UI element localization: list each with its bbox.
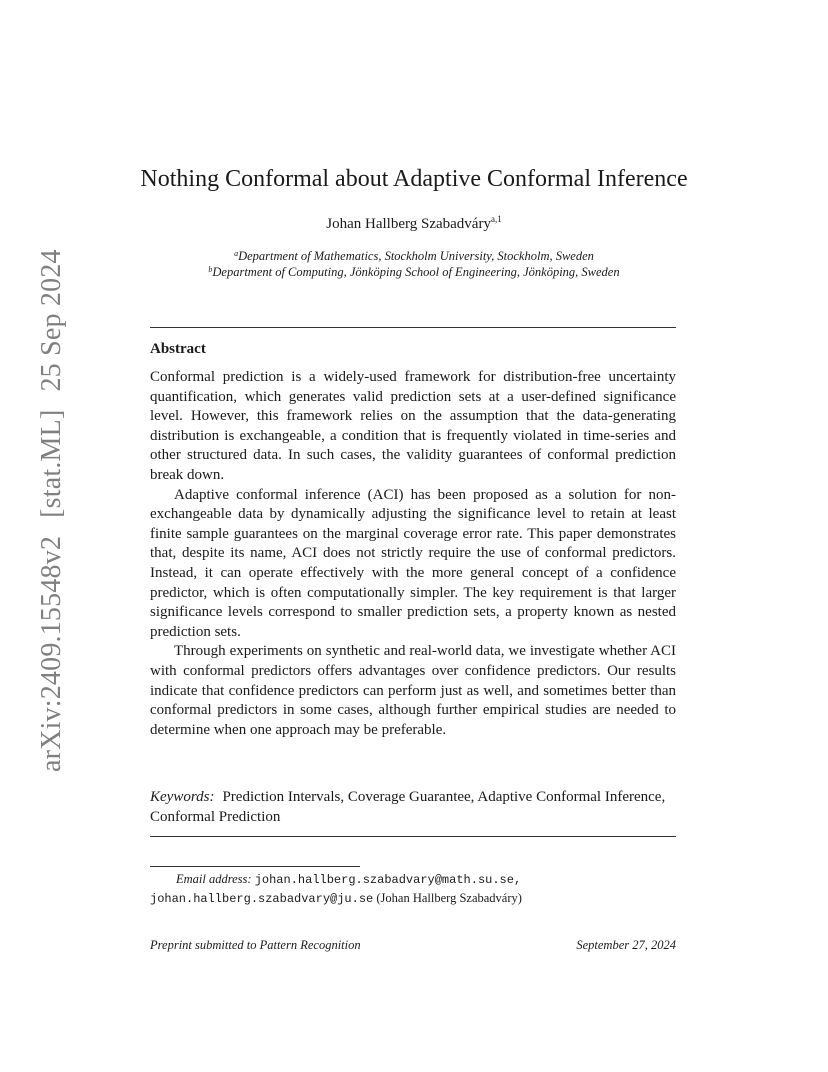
preprint-note: Preprint submitted to Pattern Recognition: [150, 938, 361, 952]
affiliation-a: [0, 249, 828, 264]
email-link-2[interactable]: johan.hallberg.szabadvary@ju.se: [150, 892, 374, 906]
footnote-line-2: [150, 889, 710, 908]
arxiv-category: [stat.ML]: [36, 409, 67, 518]
footnote: [150, 870, 710, 908]
footnote-line-1: [150, 870, 710, 889]
top-rule: [150, 327, 676, 328]
affiliation-a-text: Department of Mathematics, Stockholm University, Stockholm, Sweden: [238, 249, 594, 263]
email-label: Email address:: [176, 872, 252, 886]
keywords: [150, 788, 676, 827]
affiliation-b: [0, 265, 828, 280]
arxiv-id: arXiv:2409.15548v2: [36, 535, 67, 772]
abstract-paragraph-2: Adaptive conformal inference (ACI) has been proposed as a solution for non-exchangeable data by dynamically adjusting the significance level to retain at least finite sample guarantees on the marginal coverage error rate. This paper demonstrates that, despite its name, ACI does not strictly require the use of conformal predictors. Instead, it can operate effectively with the more general concept of a confidence predictor, which is often computationally simpler. The key requirement is that larger significance levels correspond to smaller prediction sets, a property known as nested prediction sets.: [150, 486, 676, 640]
abstract-heading: Abstract: [150, 341, 206, 357]
abstract-paragraph-3: Through experiments on synthetic and real-world data, we investigate whether ACI with conformal predictors offers advantages over confidence predictors. Our results indicate that confidence predictors can perform just as well, and sometimes better than conformal predictors in some cases, although further empirical studies are needed to determine when one approach may be preferable.: [150, 643, 676, 738]
arxiv-stamp: [36, 249, 68, 772]
email-owner: (Johan Hallberg Szabadváry): [376, 891, 522, 905]
author-affil-marker: a,1: [490, 214, 502, 224]
author-name: Johan Hallberg Szabadváry: [326, 216, 491, 232]
affiliation-a-marker: a: [234, 249, 239, 258]
footer-date: September 27, 2024: [576, 938, 676, 952]
keywords-label: Keywords:: [150, 789, 215, 805]
paper-title: Nothing Conformal about Adaptive Conformal Inference: [140, 166, 688, 192]
abstract-paragraph-1: Conformal prediction is a widely-used framework for distribution-free uncertainty quantification, which generates valid prediction sets at a user-defined significance level. However, this framework relies on the assumption that the data-generating distribution is exchangeable, a condition that is frequently violated in time-series and other structured data. In such cases, the validity guarantees of conformal prediction break down.: [150, 369, 676, 483]
abstract-body: [150, 368, 676, 740]
affiliation-b-text: Department of Computing, Jönköping School of Engineering, Jönköping, Sweden: [212, 265, 620, 279]
email-link-1[interactable]: johan.hallberg.szabadvary@math.su.se,: [254, 873, 522, 887]
bottom-rule: [150, 836, 676, 837]
arxiv-date: 25 Sep 2024: [36, 249, 67, 392]
affiliation-b-marker: b: [208, 265, 213, 274]
footnote-rule: [150, 866, 360, 867]
keywords-text: Prediction Intervals, Coverage Guarantee, Adaptive Conformal Inference, Conformal Prediction: [150, 789, 666, 825]
author: [0, 214, 828, 233]
